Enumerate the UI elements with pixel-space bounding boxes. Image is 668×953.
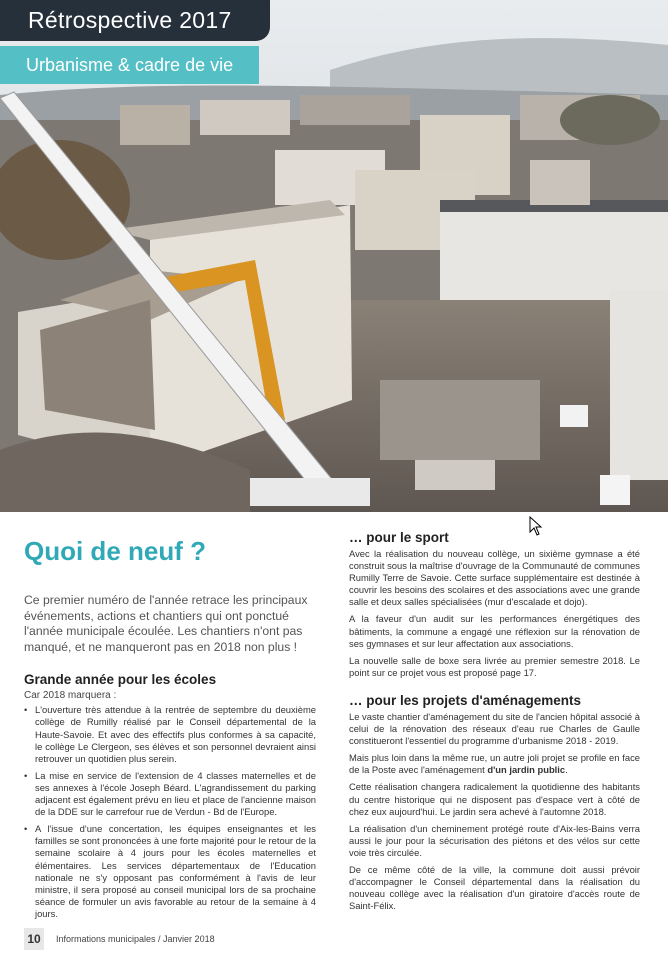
- jardin-public-emphasis: d'un jardin public: [487, 764, 566, 776]
- right-column: [349, 530, 640, 917]
- left-column: [24, 530, 316, 925]
- sport-paragraph: La nouvelle salle de boxe sera livrée au premier semestre 2018. Le point sur ce projet vous est proposé page 17.: [349, 654, 640, 678]
- section-title: Rétrospective 2017: [0, 0, 270, 41]
- list-item: • A l'issue d'une concertation, les équipes enseignantes et les familles se sont prononcées à une forte majorité pour le retour de la semaine scolaire à 4 jours pour les écoles maternelles et élémentaires. Les services départementaux de l'Education nationale ne s'y opposant pas conformément à l'avis de leur ministre, il sera proposé au conseil municipal lors de sa prochaine séance de formuler un avis favorable au retour de la semaine à 4 jours.: [24, 823, 316, 919]
- section-subtitle: Urbanisme & cadre de vie: [0, 46, 259, 84]
- bullet-icon: •: [24, 769, 28, 781]
- projects-paragraph: De ce même côté de la ville, la commune doit aussi prévoir d'accompagner le Conseil départemental dans la réalisation du nouveau collège avec la réalisation d'un giratoire d'accès route de Saint-Félix.: [349, 863, 640, 912]
- page-number: 10: [24, 928, 44, 950]
- projects-paragraph: Le vaste chantier d'aménagement du site de l'ancien hôpital associé à celui de la rénovation des réseaux d'eau rue Charles de Gaulle constitueront l'essentiel du programme d'urbanisme 2018 - 2019.: [349, 710, 640, 747]
- projects-section-title: … pour les projets d'aménagements: [349, 692, 582, 708]
- schools-bullet-list: [24, 704, 316, 920]
- article-intro: Ce premier numéro de l'année retrace les principaux événements, actions et chantiers qui ont ponctué l'année municipale écoulée. Les chantiers n'ont pas manqué, et ne manqueront pas en 2018 non plus !: [24, 593, 308, 654]
- schools-lead: Car 2018 marquera :: [24, 690, 117, 702]
- projects-paragraph: La réalisation d'un cheminement protégé route d'Aix-les-Bains verra aussi le jour pour la sécurisation des piétons et des vélos sur cette voie très circulée.: [349, 822, 640, 858]
- projects-paragraph: Cette réalisation changera radicalement la quotidienne des habitants du centre historique qui ne disposent pas d'espace vert à côté de chez eux aujourd'hui. Le jardin sera achevé à l'automne 2018.: [349, 781, 640, 817]
- list-item: • La mise en service de l'extension de 4 classes maternelles et de ses annexes à l'école Joseph Béard. L'agrandissement du parking adjacent est également prévu en lieu et place de l'ancienne maison de la DDE sur le carrefour rue de Verdun - Bd de l'Europe.: [24, 769, 316, 818]
- list-item: • L'ouverture très attendue à la rentrée de septembre du deuxième collège de Rumilly réalisé par le Conseil départemental de la Haute-Savoie. Et avec des effectifs plus conformes à sa capacité, le collège Le Clergeon, ses élèves et son personnel devraient ainsi retrouver un quotidien plus serein.: [24, 704, 316, 764]
- bullet-icon: •: [24, 823, 28, 835]
- page-footer: [24, 928, 215, 950]
- bullet-icon: •: [24, 704, 28, 716]
- sport-paragraph: Avec la réalisation du nouveau collège, un sixième gymnase a été construit sous la maîtrise d'ouvrage de la Communauté de communes Rumilly Terre de Savoie. Cette surface supplémentaire est destinée à couvrir les besoins des scolaires et des associations avec une grande salle et deux salles spécialisées (mur d'escalade et dojo).: [349, 548, 640, 608]
- article-heading: Quoi de neuf ?: [24, 536, 206, 566]
- schools-section-title: Grande année pour les écoles: [24, 672, 217, 688]
- publication-name: Informations municipales / Janvier 2018: [56, 934, 215, 944]
- sport-paragraph: A la faveur d'un audit sur les performances énergétiques des bâtiments, la commune a engagé une réflexion sur la rénovation de ses gymnases et sur leur affectation aux associations.: [349, 613, 640, 649]
- mouse-pointer-icon: [529, 516, 543, 536]
- sport-section-title: … pour le sport: [349, 530, 449, 545]
- projects-paragraph: Mais plus loin dans la même rue, un autre joli projet se profile en face de la Poste avec l'aménagement d'un jardin public.: [349, 752, 640, 776]
